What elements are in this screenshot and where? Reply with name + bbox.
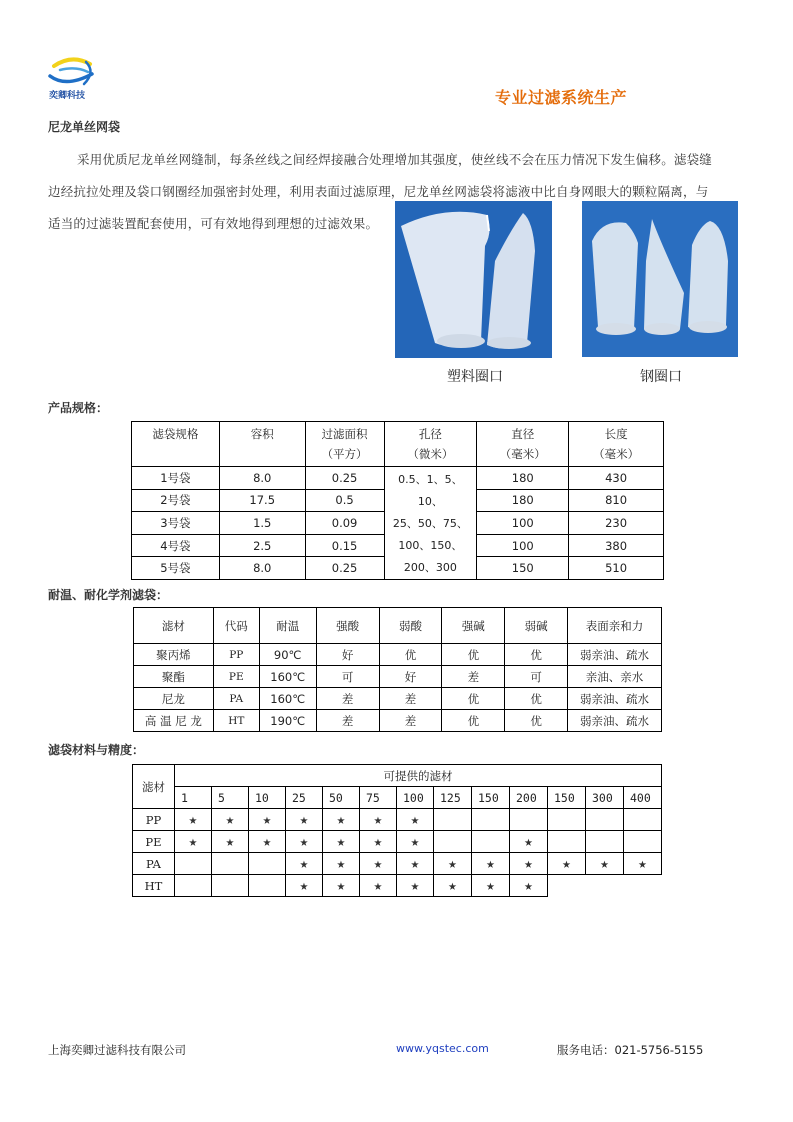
header-material: 滤材	[133, 765, 175, 809]
rating-header-cell: 50	[323, 787, 360, 809]
table-row	[134, 688, 662, 710]
star-icon: ★	[323, 853, 360, 875]
cell-diameter: 100	[477, 512, 569, 535]
rating-header-cell: 150	[548, 787, 586, 809]
cell-material: PP	[133, 809, 175, 831]
table-header-row	[133, 765, 662, 787]
cell-strong-base: 优	[442, 688, 505, 710]
rating-header-cell: 400	[624, 787, 662, 809]
star-icon: ★	[434, 875, 472, 897]
section-title-precision: 滤袋材料与精度：	[48, 743, 145, 757]
cell-area: 0.25	[305, 557, 384, 580]
star-icon: ★	[397, 831, 434, 853]
header-cell: 滤袋规格	[132, 422, 220, 467]
header-cell: 容积	[219, 422, 305, 467]
blank-cell	[249, 853, 286, 875]
cell-size: 4号袋	[132, 534, 220, 557]
star-icon: ★	[175, 831, 212, 853]
plastic-ring-bag-photo	[395, 201, 552, 358]
cell-affinity: 弱亲油、疏水	[568, 710, 662, 732]
logo-text: 奕卿科技	[49, 91, 86, 101]
rating-header-cell: 125	[434, 787, 472, 809]
table-row	[133, 831, 662, 853]
blank-cell	[472, 809, 510, 831]
cell-code: PA	[213, 688, 259, 710]
rating-header-cell: 25	[286, 787, 323, 809]
table-row	[132, 467, 664, 490]
cell-length: 510	[569, 557, 664, 580]
cell-volume: 8.0	[219, 467, 305, 490]
empty-cell	[624, 875, 662, 897]
cell-size: 3号袋	[132, 512, 220, 535]
star-icon: ★	[510, 853, 548, 875]
header-cell: 代码	[213, 608, 259, 644]
star-icon: ★	[249, 831, 286, 853]
star-icon: ★	[510, 875, 548, 897]
star-icon: ★	[286, 809, 323, 831]
cell-strong-base: 优	[442, 710, 505, 732]
cell-area: 0.5	[305, 489, 384, 512]
blank-cell	[624, 831, 662, 853]
header-cell: 孔径 （微米）	[384, 422, 477, 467]
table-row	[133, 853, 662, 875]
cell-affinity: 亲油、亲水	[568, 666, 662, 688]
blank-cell	[624, 809, 662, 831]
rating-header-cell: 10	[249, 787, 286, 809]
cell-weak-acid: 好	[379, 666, 442, 688]
cell-temperature: 160℃	[259, 688, 316, 710]
table-row	[134, 666, 662, 688]
cell-material: 聚丙烯	[134, 644, 214, 666]
cell-strong-base: 差	[442, 666, 505, 688]
cell-code: PP	[213, 644, 259, 666]
cell-length: 230	[569, 512, 664, 535]
star-icon: ★	[548, 853, 586, 875]
blank-cell	[472, 831, 510, 853]
blank-cell	[175, 875, 212, 897]
star-icon: ★	[286, 853, 323, 875]
cell-weak-base: 可	[505, 666, 568, 688]
cell-volume: 1.5	[219, 512, 305, 535]
cell-temperature: 190℃	[259, 710, 316, 732]
section-title-chemical: 耐温、耐化学剂滤袋：	[48, 588, 169, 602]
header-cell: 长度 （毫米）	[569, 422, 664, 467]
star-icon: ★	[510, 831, 548, 853]
rating-header-cell: 5	[212, 787, 249, 809]
star-icon: ★	[249, 809, 286, 831]
header-cell: 过滤面积 （平方）	[305, 422, 384, 467]
cell-volume: 8.0	[219, 557, 305, 580]
cell-temperature: 160℃	[259, 666, 316, 688]
star-icon: ★	[397, 809, 434, 831]
header-cell: 强碱	[442, 608, 505, 644]
star-icon: ★	[586, 853, 624, 875]
table-header-row	[134, 608, 662, 644]
cell-material: 尼龙	[134, 688, 214, 710]
star-icon: ★	[286, 831, 323, 853]
cell-area: 0.25	[305, 467, 384, 490]
cell-volume: 17.5	[219, 489, 305, 512]
intro-line: 采用优质尼龙单丝网缝制，每条丝线之间经焊接融合处理增加其强度，使丝线不会在压力情况下发生偏移。滤袋缝	[77, 152, 713, 167]
cell-volume: 2.5	[219, 534, 305, 557]
star-icon: ★	[360, 875, 397, 897]
intro-line: 适当的过滤装置配套使用，可有效地得到理想的过滤效果。	[48, 216, 379, 231]
cell-affinity: 弱亲油、疏水	[568, 688, 662, 710]
star-icon: ★	[397, 853, 434, 875]
rating-header-cell: 100	[397, 787, 434, 809]
caption-plastic-ring: 塑料圈口	[447, 369, 503, 385]
footer-website-link[interactable]: www.yqstec.com	[396, 1042, 489, 1055]
star-icon: ★	[624, 853, 662, 875]
star-icon: ★	[360, 831, 397, 853]
cell-size: 2号袋	[132, 489, 220, 512]
cell-weak-base: 优	[505, 688, 568, 710]
blank-cell	[548, 831, 586, 853]
cell-length: 810	[569, 489, 664, 512]
blank-cell	[212, 875, 249, 897]
header-cell: 弱酸	[379, 608, 442, 644]
cell-strong-acid: 可	[316, 666, 379, 688]
cell-diameter: 100	[477, 534, 569, 557]
section-title-specs: 产品规格：	[48, 401, 109, 415]
table-header-row	[132, 422, 664, 467]
section-title-nylon-bag: 尼龙单丝网袋	[48, 120, 121, 134]
cell-weak-acid: 差	[379, 710, 442, 732]
footer-company: 上海奕卿过滤科技有限公司	[48, 1043, 186, 1057]
specs-table	[131, 421, 664, 580]
footer-phone: 服务电话：021-5756-5155	[557, 1043, 704, 1057]
header-cell: 滤材	[134, 608, 214, 644]
star-icon: ★	[472, 853, 510, 875]
chemical-resistance-table	[133, 607, 662, 732]
cell-size: 1号袋	[132, 467, 220, 490]
cell-diameter: 150	[477, 557, 569, 580]
star-icon: ★	[397, 875, 434, 897]
cell-material: 高 温 尼 龙	[134, 710, 214, 732]
header-cell: 耐温	[259, 608, 316, 644]
globe-swoosh-icon	[46, 56, 98, 90]
blank-cell	[510, 809, 548, 831]
star-icon: ★	[212, 831, 249, 853]
header-cell: 强酸	[316, 608, 379, 644]
table-row	[133, 875, 662, 897]
material-precision-table	[132, 764, 662, 897]
star-icon: ★	[286, 875, 323, 897]
steel-ring-bag-photo	[582, 201, 738, 357]
star-icon: ★	[323, 809, 360, 831]
blank-cell	[249, 875, 286, 897]
caption-steel-ring: 钢圈口	[640, 369, 682, 385]
header-cell: 直径 （毫米）	[477, 422, 569, 467]
table-row	[133, 809, 662, 831]
cell-diameter: 180	[477, 467, 569, 490]
table-row	[134, 644, 662, 666]
star-icon: ★	[434, 853, 472, 875]
cell-weak-acid: 优	[379, 644, 442, 666]
cell-area: 0.09	[305, 512, 384, 535]
cell-material: 聚酯	[134, 666, 214, 688]
empty-cell	[586, 875, 624, 897]
star-icon: ★	[323, 831, 360, 853]
cell-material: PA	[133, 853, 175, 875]
intro-line: 边经抗拉处理及袋口钢圈经加强密封处理，利用表面过滤原理，尼龙单丝网滤袋将滤液中比自身网眼大的颗粒隔离，与	[48, 184, 709, 199]
cell-length: 380	[569, 534, 664, 557]
header-cell: 表面亲和力	[568, 608, 662, 644]
cell-code: PE	[213, 666, 259, 688]
header-available-media: 可提供的滤材	[175, 765, 662, 787]
cell-strong-acid: 好	[316, 644, 379, 666]
rating-header-cell: 150	[472, 787, 510, 809]
star-icon: ★	[323, 875, 360, 897]
star-icon: ★	[472, 875, 510, 897]
rating-header-cell: 75	[360, 787, 397, 809]
cell-affinity: 弱亲油、疏水	[568, 644, 662, 666]
star-icon: ★	[175, 809, 212, 831]
star-icon: ★	[212, 809, 249, 831]
cell-weak-acid: 差	[379, 688, 442, 710]
star-icon: ★	[360, 809, 397, 831]
header-cell: 弱碱	[505, 608, 568, 644]
cell-area: 0.15	[305, 534, 384, 557]
ratings-row	[133, 787, 662, 809]
rating-header-cell: 300	[586, 787, 624, 809]
table-row	[134, 710, 662, 732]
blank-cell	[175, 853, 212, 875]
blank-cell	[586, 809, 624, 831]
cell-temperature: 90℃	[259, 644, 316, 666]
cell-strong-base: 优	[442, 644, 505, 666]
blank-cell	[548, 809, 586, 831]
rating-header-cell: 1	[175, 787, 212, 809]
cell-weak-base: 优	[505, 644, 568, 666]
blank-cell	[434, 809, 472, 831]
cell-code: HT	[213, 710, 259, 732]
blank-cell	[586, 831, 624, 853]
rating-header-cell: 200	[510, 787, 548, 809]
empty-cell	[548, 875, 586, 897]
blank-cell	[434, 831, 472, 853]
cell-material: HT	[133, 875, 175, 897]
blank-cell	[212, 853, 249, 875]
cell-strong-acid: 差	[316, 710, 379, 732]
cell-diameter: 180	[477, 489, 569, 512]
cell-material: PE	[133, 831, 175, 853]
star-icon: ★	[360, 853, 397, 875]
cell-pore-sizes: 0.5、1、5、 10、 25、50、75、 100、150、 200、300	[384, 467, 477, 580]
slogan: 专业过滤系统生产	[495, 88, 628, 107]
cell-length: 430	[569, 467, 664, 490]
cell-strong-acid: 差	[316, 688, 379, 710]
cell-size: 5号袋	[132, 557, 220, 580]
cell-weak-base: 优	[505, 710, 568, 732]
